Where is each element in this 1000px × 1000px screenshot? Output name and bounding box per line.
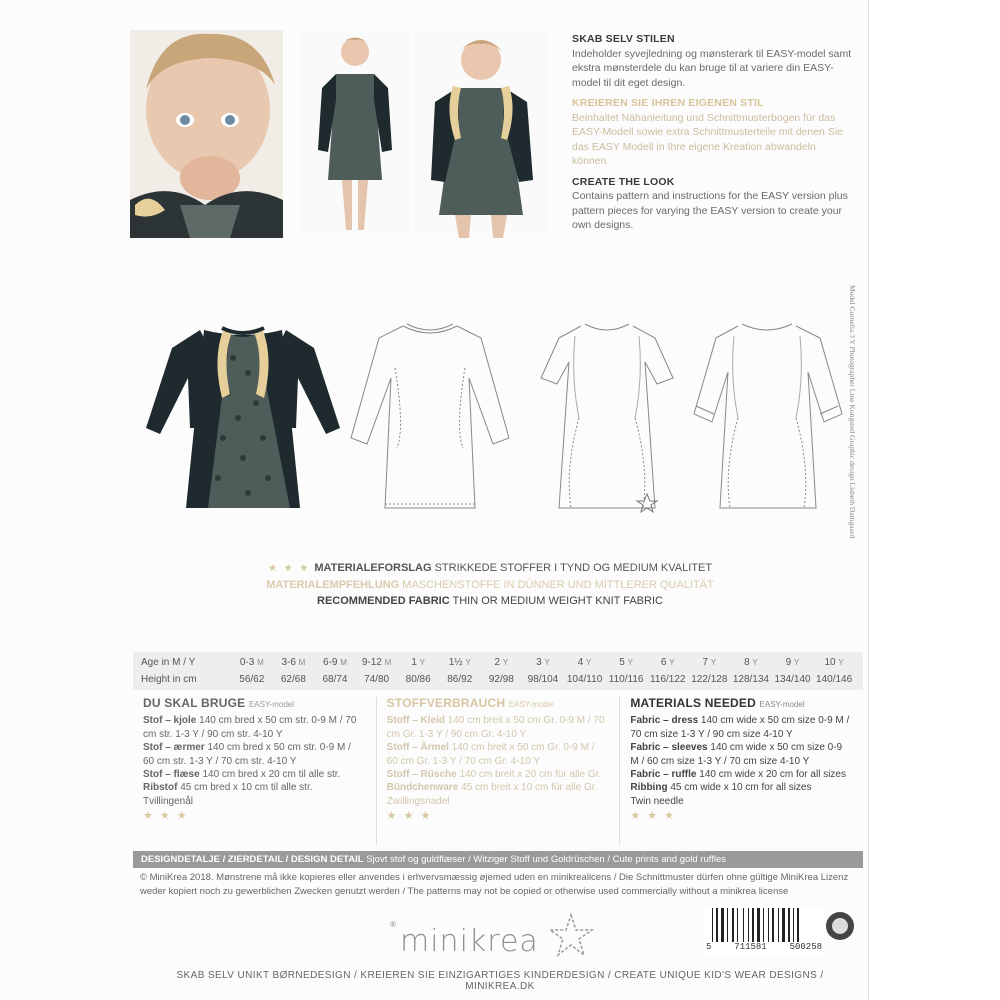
photo-credit-text: Model Cornelia 3 Y Photographer Line Kongsted Graphic design Lisbeth Damgaard [848,285,857,539]
age-cell: 1½ Y [448,657,471,668]
material-line: Fabric – dress 140 cm wide x 50 cm size 0-9 M / 70 cm size 1-3 Y / 90 cm size 4-10 Y [630,715,850,740]
height-cell: 80/86 [405,674,431,685]
design-detail-text: Sjovt stof og guldflæser / Witziger Stoff und Goldrüschen / Cute prints and gold ruffles [363,854,726,865]
dress-shortsleeve-sketch [535,318,680,518]
materials-english [619,697,863,845]
age-cell: 2 Y [494,657,509,668]
registered-mark: ® [390,920,396,929]
height-cell: 56/62 [239,674,265,685]
age-cell: 9-12 M [361,657,392,668]
height-cell: 128/134 [732,674,769,685]
material-line: Stoff – Kleid 140 cm breit x 50 cm Gr. 0-9 M / 70 cm Gr. 1-3 Y / 90 cm Gr. 4-10 Y [386,715,605,740]
size-age-row [141,654,855,671]
material-line: Fabric – sleeves 140 cm wide x 50 cm size 0-9 M / 60 cm size 1-3 Y / 70 cm size 4-10 Y [630,742,843,767]
height-cell: 116/122 [650,674,686,685]
dress-color-illustration [138,318,348,518]
dress-longsleeve-sketch [345,318,515,518]
barcode [704,906,824,954]
design-detail-head: DESIGNDETALJE / ZIERDETAIL / DESIGN DETAIL [141,854,364,865]
materials-danish [133,697,376,845]
material-line: Stof – kjole 140 cm bred x 50 cm str. 0-9 M / 70 cm str. 1-3 Y / 90 cm str. 4-10 Y [143,715,357,740]
age-cell: 6 Y [660,657,675,668]
age-cell: 0-3 M [239,657,264,668]
material-line: Zwillingsnadel [386,795,450,807]
fabric-stars: ★ ★ ★ [267,563,311,574]
intro-de-title: KREIEREN SIE IHREN EIGENEN STIL [572,97,764,109]
materials-german [376,697,620,845]
age-cell: 3 Y [536,657,550,668]
intro-english [572,175,852,233]
design-detail-bar [133,851,863,868]
height-cell: 104/110 [566,674,603,685]
age-cell: 1 Y [411,657,426,668]
height-cell: 140/146 [816,674,853,685]
height-cell: 62/68 [280,674,306,685]
material-line: Fabric – ruffle 140 cm wide x 20 cm for all sizes [630,769,846,781]
intro-en-title: CREATE THE LOOK [572,175,675,188]
material-line: Tvillingenål [143,795,194,807]
material-line: Stof – flæse 140 cm bred x 20 cm til alle str. [143,769,341,781]
eco-label-icon [826,912,854,940]
intro-dk-title: SKAB SELV STILEN [572,33,675,45]
minikrea-logo [388,912,608,962]
age-cell: 10 Y [824,657,844,668]
age-cell: 5 Y [619,657,633,668]
intro-text [572,32,852,239]
height-cell: 86/92 [447,674,473,685]
fabric-german [190,577,790,593]
material-line: Twin needle [630,795,684,807]
fabric-de-head: MATERIALEMPFEHLUNG [266,579,400,591]
fabric-dk-head: MATERIALEFORSLAG [314,562,432,574]
height-cell: 74/80 [364,674,390,685]
material-line: Bündchenware 45 cm breit x 10 cm für alle Gr. [386,782,598,794]
height-cell: 98/104 [527,674,559,685]
dress-illustrations [130,318,850,518]
age-cell: 8 Y [744,657,758,668]
child-closeup-photo [130,30,283,238]
star-logo-icon [548,912,594,958]
materials-section [133,697,863,845]
height-cell: 134/140 [774,674,811,685]
height-label: Height in cm [141,674,197,685]
size-table [133,652,863,690]
materials-dk-stars: ★ ★ ★ [143,810,189,823]
material-line: Ribbing 45 cm wide x 10 cm for all sizes [630,782,812,794]
fabric-en-text: THIN OR MEDIUM WEIGHT KNIT FABRIC [452,595,663,607]
logo-wordmark: minikrea [400,924,539,959]
fabric-de-text: MASCHENSTOFFE IN DÜNNER UND MITTLERER QUALITÄT [402,579,714,591]
intro-german [572,96,852,169]
materials-de-stars: ★ ★ ★ [386,810,433,823]
intro-en-text: Contains pattern and instructions for the EASY version plus pattern pieces for varying the EASY version to create your own designs. [572,190,848,231]
height-cell: 92/98 [488,674,514,685]
dress-threequarter-sketch [690,318,845,518]
materials-de-title: STOFFVERBRAUCH EASY-model [386,696,554,710]
fabric-danish [190,560,790,577]
height-cell: 68/74 [322,674,348,685]
barcode-bars [712,908,818,942]
age-cell: 4 Y [577,657,592,668]
intro-danish [572,32,852,90]
material-line: Stoff – Ärmel 140 cm breit x 50 cm Gr. 0-9 M / 60 cm Gr. 1-3 Y / 70 cm Gr. 4-10 Y [386,742,595,767]
material-line: Ribstof 45 cm bred x 10 cm til alle str. [143,782,313,794]
page-edge [868,0,1000,1000]
material-line: Stof – ærmer 140 cm bred x 50 cm str. 0-9 M / 60 cm str. 1-3 Y / 70 cm str. 4-10 Y [143,742,351,767]
age-cell: 6-9 M [323,657,347,668]
size-height-row [141,671,855,688]
child-dress-photo [300,30,410,238]
materials-en-title: MATERIALS NEEDED EASY-model [630,696,805,710]
recommended-fabric [190,560,790,609]
height-cell: 122/128 [691,674,728,685]
child-ruffle-photo [415,30,547,238]
barcode-digits: 5 711581 500258 [706,942,822,952]
height-cell: 110/116 [608,674,644,685]
fabric-en-head: RECOMMENDED FABRIC [317,595,450,607]
fabric-english [190,593,790,609]
footer-tagline: SKAB SELV UNIKT BØRNEDESIGN / KREIEREN SIE EINZIGARTIGES KINDERDESIGN / CREATE UNIQUE KID'S WEAR DESIGNS / MINIKREA.DK [176,970,824,992]
age-label: Age in M / Y [141,657,196,668]
materials-en-stars: ★ ★ ★ [630,810,677,823]
fabric-dk-text: STRIKKEDE STOFFER I TYND OG MEDIUM KVALITET [434,562,713,574]
intro-de-text: Beinhaltet Nähanleitung und Schnittmusterbogen für das EASY-Modell sowie extra Schnittmusterteile mit denen Sie das EASY Modell in Ihre eigene Kreation abwandeln können. [572,111,843,167]
age-cell: 7 Y [702,657,717,668]
age-cell: 9 Y [785,657,800,668]
intro-dk-text: Indeholder syvejledning og mønsterark til EASY-model samt ekstra mønsterdele du kan bruge til at variere din EASY-model til dit eget design. [572,47,852,89]
material-line: Stoff – Rüsche 140 cm breit x 20 cm für alle Gr. [386,769,602,781]
materials-dk-title: DU SKAL BRUGE EASY-model [143,696,294,710]
copyright-notice: © MiniKrea 2018. Mønstrene må ikke kopieres eller anvendes i erhvervsmæssig øjemed uden en minikrealicens / Die Schnittmuster dürfen ohne gültige MiniKrea Lizenz weder kopiert noch zu gewerblichen Zwecken genutzt werden / The patterns may not be copied or otherwise used commercially without a minikrea license [140,872,849,897]
age-cell: 3-6 M [281,657,306,668]
